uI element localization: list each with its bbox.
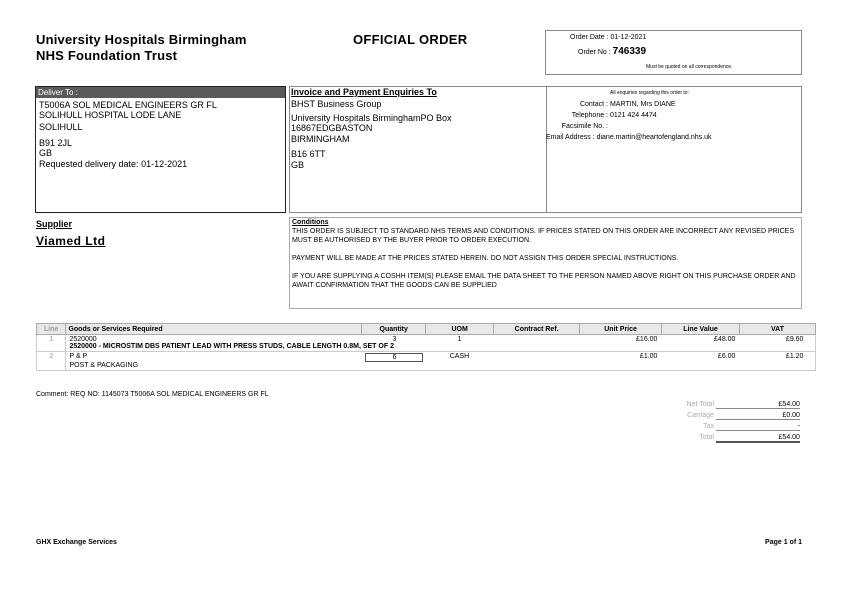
enquiries-header: All enquiries regarding this order to: [610, 90, 689, 96]
deliver-address: T5006A SOL MEDICAL ENGINEERS GR FL SOLIHULL HOSPITAL LODE LANE SOLIHULL B91 2JL GB Requested delivery date: 01-12-2021 [39, 100, 217, 169]
divider [546, 87, 547, 212]
supplier-label: Supplier [36, 219, 73, 229]
deliver-to-box [35, 86, 286, 213]
conditions-text: THIS ORDER IS SUBJECT TO STANDARD NHS TERMS AND CONDITIONS. IF PRICES STATED ON THIS ORDER ARE INCORRECT ANY REVISED PRICES MUST BE AUTHORISED BY THE BUYER PRIOR TO ORDER EXECUTION. PAYMENT WILL BE MADE AT THE PRICES STATED HEREIN. DO NOT ASSIGN THIS ORDER SPECIAL INSTRUCTIONS. IF YOU ARE SUPPLYING A COSHH ITEM(S) PLEASE EMAIL THE DATA SHEET TO THE PERSON NAMED ABOVE RIGHT ON THIS PURCHASE ORDER AND AWAIT CONFIRMATION THAT THE GOODS CAN BE SUPPLIED [292, 228, 796, 289]
conditions-label: Conditions [292, 219, 329, 226]
invoice-address: BHST Business Group University Hospitals BirminghamPO Box 16867EDGBASTON BIRMINGHAM B16 6TT GB [291, 99, 452, 170]
order-note: Must be quoted on all correspondence. [646, 64, 733, 70]
col-contract: Contract Ref. [494, 324, 580, 335]
conditions-box [289, 217, 802, 309]
order-lines-table [36, 323, 816, 371]
grand-total: Total £54.00 [699, 434, 800, 441]
carriage-total: Carriage £0.00 [687, 412, 800, 419]
invoice-box [289, 86, 802, 213]
col-vat: VAT [740, 324, 816, 335]
supplier-name: Viamed Ltd [36, 234, 106, 248]
col-line-value: Line Value [662, 324, 740, 335]
order-date: Order Date : 01-12-2021 [570, 34, 647, 41]
col-line: Line [37, 324, 66, 335]
col-goods: Goods or Services Required [66, 324, 362, 335]
organisation-name: University Hospitals Birmingham NHS Foundation Trust [36, 32, 247, 63]
col-uom: UOM [426, 324, 494, 335]
col-unit-price: Unit Price [580, 324, 662, 335]
invoice-header: Invoice and Payment Enquiries To [291, 87, 437, 97]
tax-total: Tax - [703, 423, 800, 430]
footer-left: GHX Exchange Services [36, 539, 117, 546]
page-number: Page 1 of 1 [765, 539, 802, 546]
deliver-to-header: Deliver To : [36, 87, 285, 98]
table-row: 2 P & P 6 CASH £1.00 £6.00 £1.20 POST & PACKAGING [37, 352, 816, 371]
order-number: Order No : 746339 [578, 46, 647, 57]
order-comment: Comment: REQ NO: 1145073 T5006A SOL MEDICAL ENGINEERS GR FL [36, 391, 269, 398]
document-title: OFFICIAL ORDER [353, 32, 468, 47]
table-header-row [37, 324, 816, 335]
order-info-box [545, 30, 802, 75]
enquiries-details: Contact : MARTIN, Mrs DIANE Telephone : 0121 424 4474 Facsimile No. : Email Address : diane.martin@heartofengland.nhs.uk [546, 101, 712, 141]
col-quantity: Quantity [362, 324, 426, 335]
email-link[interactable]: diane.martin@heartofengland.nhs.uk [596, 134, 712, 141]
net-total: Net Total £54.00 [686, 401, 800, 408]
table-row: 1 2520000 3 1 £16.00 £48.00 £9.60 2520000 - MICROSTIM DBS PATIENT LEAD WITH PRESS STUDS, CABLE LENGTH 0.8M, SET OF 2 [37, 335, 816, 352]
